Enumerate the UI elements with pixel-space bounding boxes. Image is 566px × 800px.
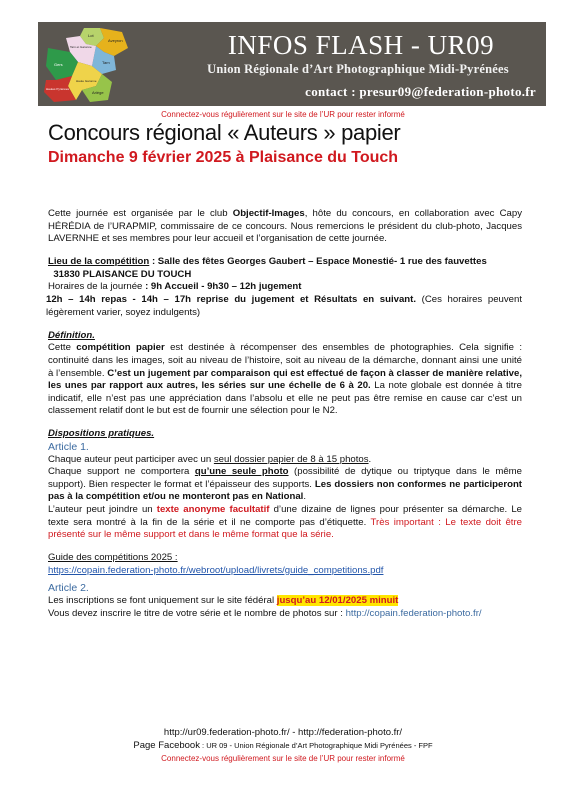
article-1-support: Chaque support ne comportera qu’une seule photo (possibilité de dytique ou triptyque dans le même support). Bien respecter le format et l’épaisseur des supports. Les dossiers non conformes ne participeront pas à la compétition et/ou ne monteront pas en National. [48, 466, 522, 503]
intro-paragraph: Cette journée est organisée par le club Objectif-Images, hôte du concours, en collaboration avec Capy HÉRÉDIA de l’URAPMIP, commissaire de ce concours. Nous remercions le président du club-photo, Jacques LAVERNHE et ses membres pour leur accueil et l’organisation de cette journée. [48, 208, 522, 245]
page-title: Concours régional « Auteurs » papier [48, 120, 401, 145]
header-banner [38, 22, 546, 106]
article-2-heading: Article 2. [48, 582, 89, 595]
footer-facebook: Page Facebook : UR 09 - Union Régionale d’Art Photographique Midi Pyrénées - FPF [133, 740, 433, 751]
guide-link-line [48, 565, 522, 578]
footer [0, 726, 566, 765]
map-label-gers: Gers [54, 62, 63, 67]
map-label-aveyron: Aveyron [108, 38, 123, 43]
map-label-tarn-garonne: Tarn et Garonne [70, 45, 92, 49]
guide-label: Guide des compétitions 2025 : [48, 552, 178, 564]
article-1-heading: Article 1. [48, 441, 89, 453]
schedule-afternoon: 12h – 14h repas - 14h – 17h reprise du jugement et Résultats en suivant. (Ces horaires peuvent légèrement varier, soyez indulgents) [46, 294, 522, 318]
document-body [48, 208, 522, 620]
map-label-tarn: Tarn [102, 60, 110, 65]
article-2-line2: Vous devez inscrire le titre de votre série et le nombre de photos sur : http://copain.federation-photo.fr/ [48, 607, 482, 619]
venue-city: 31830 PLAISANCE DU TOUCH [53, 268, 192, 280]
map-label-lot: Lot [88, 33, 94, 38]
article-1-line1: Chaque auteur peut participer avec un seul dossier papier de 8 à 15 photos. [48, 453, 372, 465]
article-1-text: L’auteur peut joindre un texte anonyme facultatif d’une dizaine de lignes pour présenter sa démarche. Le texte sera montré à la fin de la série et il ne comporte pas d’étiquette. Très important : Le texte doit être présenté sur le même support et dans le même format que la série. [48, 503, 522, 541]
map-label-hautes-pyrenees: Hautes Pyrénées [46, 87, 70, 91]
schedule-line: Horaires de la journée : 9h Accueil - 9h30 – 12h jugement [48, 281, 302, 293]
map-label-ariege: Ariège [92, 90, 104, 95]
copain-link[interactable]: http://copain.federation-photo.fr/ [345, 607, 482, 619]
event-date: Dimanche 9 février 2025 à Plaisance du Touch [48, 149, 399, 166]
midi-pyrenees-map [42, 26, 140, 104]
definition-heading: Définition. [48, 329, 95, 341]
club-name: Objectif-Images [232, 208, 305, 219]
header-title: INFOS FLASH - UR09 [227, 30, 495, 60]
footer-links[interactable]: http://ur09.federation-photo.fr/ - http://federation-photo.fr/ [163, 727, 403, 738]
header-contact[interactable]: contact : presur09@federation-photo.fr [305, 84, 536, 99]
deadline-highlight: jusqu’au 12/01/2025 minuit [276, 595, 399, 607]
venue-line: Lieu de la compétition : Salle des fêtes Georges Gaubert – Espace Monestié- 1 rue des fauvettes [48, 256, 487, 268]
guide-link[interactable]: https://copain.federation-photo.fr/webroot/upload/livrets/guide_competitions.pdf [48, 564, 384, 576]
header-subtitle: Union Régionale d’Art Photographique Midi-Pyrénées [207, 62, 509, 76]
venue-label: Lieu de la compétition [48, 256, 150, 268]
footer-note: Connectez-vous régulièrement sur le site de l’UR pour rester informé [161, 754, 405, 763]
definition-paragraph: Cette compétition papier est destinée à récompenser des ensembles de photographies. Cela signifie : continuité dans les images, soit au niveau de l’histoire, soit au niveau de la démarche, donnant ainsi une unité à l’ensemble. C’est un jugement par comparaison qui est effectué de façon à classer de manière relative, les unes par rapport aux autres, les séries sur une échelle de 6 à 20. La note globale est donnée à titre indicatif, elle n’est pas une appréciation dans l’absolu et elle ne peut pas être remise en cause car c’est un classement relatif dont le but est de fournir une sélection pour le N2. [48, 342, 522, 417]
dispositions-heading: Dispositions pratiques. [48, 428, 155, 440]
top-note: Connectez-vous régulièrement sur le site de l’UR pour rester informé [161, 110, 405, 119]
article-2-line1: Les inscriptions se font uniquement sur le site fédéral jusqu’au 12/01/2025 minuit [48, 595, 399, 607]
map-label-haute-garonne: Haute Garonne [76, 79, 97, 83]
